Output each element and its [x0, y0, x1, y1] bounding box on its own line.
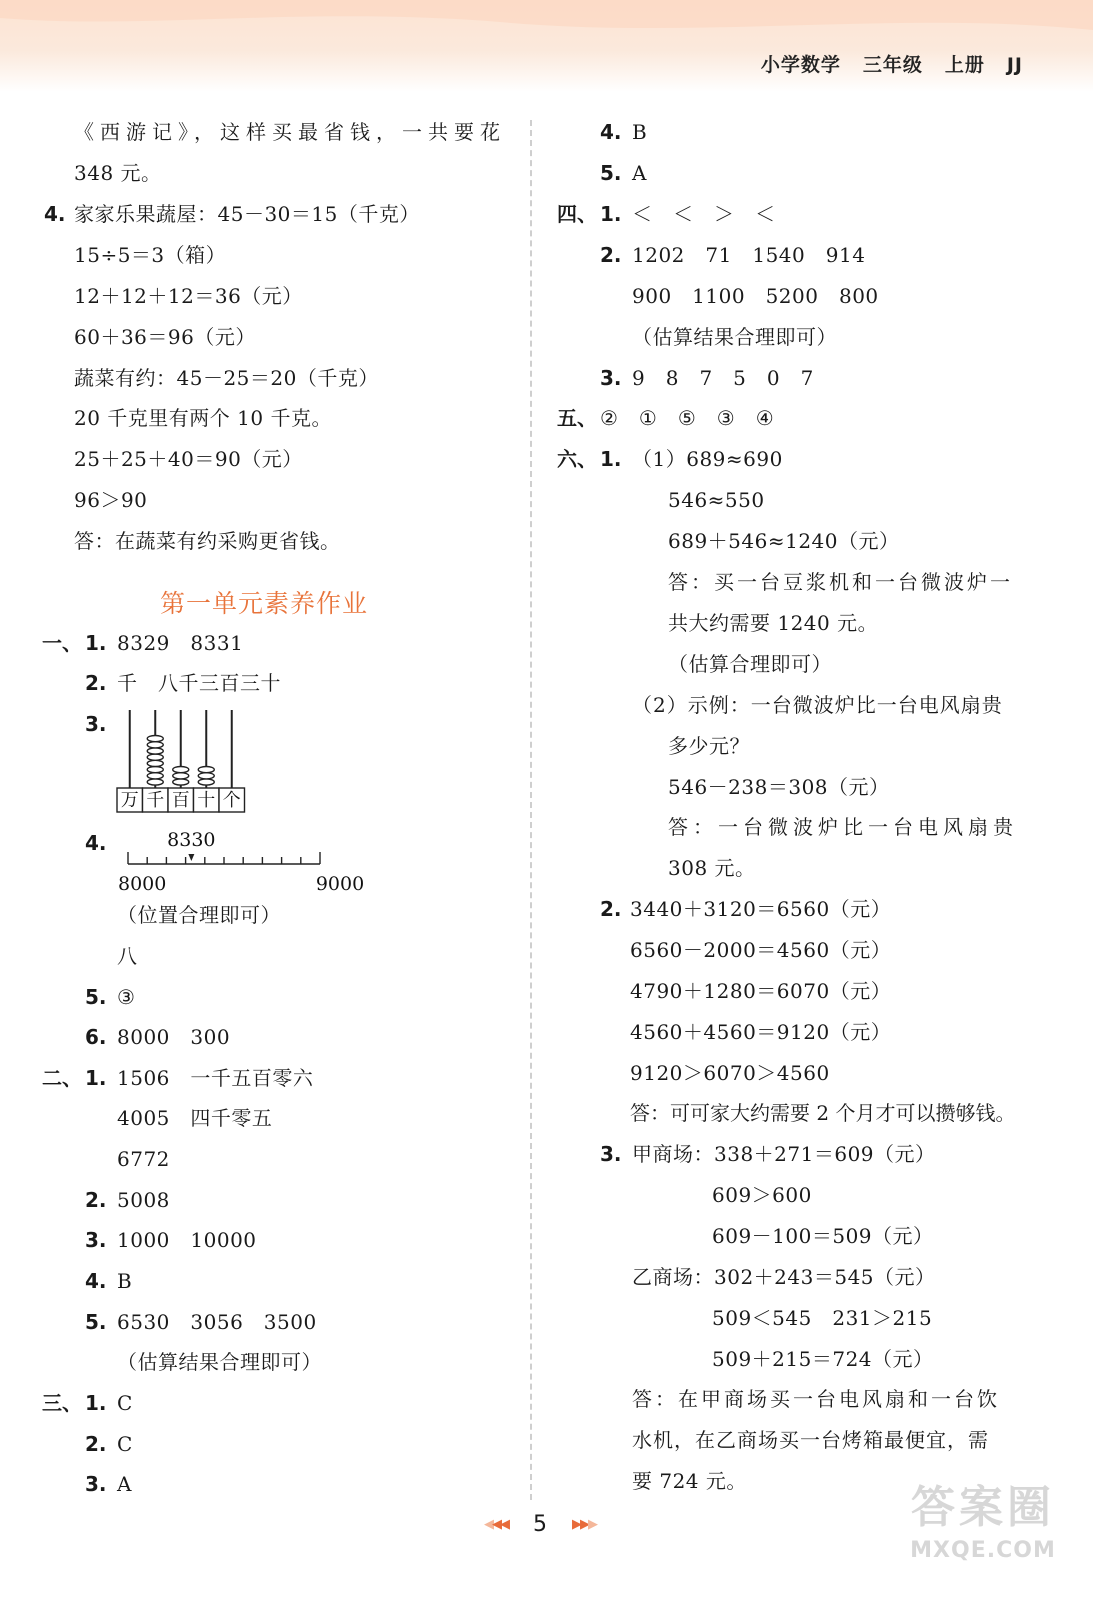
section-label: 五、 — [557, 406, 597, 430]
answer-line: 3440＋3120＝6560（元） — [630, 897, 892, 921]
answer-line: 4005 四千零五 — [117, 1106, 273, 1130]
answer-line: 甲商场：338＋271＝609（元） — [632, 1142, 936, 1166]
section-label: 一、 — [42, 631, 82, 655]
left-arrows-icon: ◀◀ — [492, 1517, 508, 1532]
answer-line: 水机，在乙商场买一台烤箱最便宜，需 — [632, 1428, 989, 1452]
answer-line: C — [117, 1432, 133, 1456]
question-number: 4. — [44, 202, 66, 226]
page-number: 5 — [533, 1512, 547, 1537]
answer-line: 6560－2000＝4560（元） — [630, 938, 892, 962]
answer-note: （估算结果合理即可） — [117, 1350, 322, 1374]
abacus-bead — [147, 767, 163, 773]
answer-line: 509＜545 231＞215 — [712, 1306, 933, 1330]
answer-line: 20 千克里有两个 10 千克。 — [74, 406, 332, 430]
answer-line: 15÷5＝3（箱） — [74, 243, 227, 267]
answer-line: 答：一台微波炉比一台电风扇贵 — [668, 815, 1018, 839]
abacus-bead — [147, 742, 163, 748]
watermark-url: MXQE.COM — [910, 1538, 1056, 1563]
answer-note: （估算结果合理即可） — [632, 325, 837, 349]
answer-line: 509＋215＝724（元） — [712, 1347, 934, 1371]
section-title: 第一单元素养作业 — [160, 589, 369, 618]
answer-line: 12＋12＋12＝36（元） — [74, 284, 303, 308]
left-line: 348 元。 — [74, 161, 162, 185]
abacus-label: 个 — [222, 790, 241, 811]
answer-line: 乙商场：302＋243＝545（元） — [632, 1265, 936, 1289]
column-divider — [530, 120, 532, 1500]
answer-line: 546≈550 — [668, 488, 765, 512]
abacus-label: 百 — [171, 790, 190, 811]
left-line: 《西游记》，这样买最省钱，一共要花 — [74, 120, 506, 144]
answer-line: （2）示例：一台微波炉比一台电风扇贵 — [632, 693, 1003, 717]
question-number: 2. — [85, 671, 107, 695]
abacus-bead — [198, 767, 214, 773]
answer-line: 25＋25＋40＝90（元） — [74, 447, 303, 471]
section-label: 六、 — [557, 447, 597, 471]
answer-line: 609－100＝509（元） — [712, 1224, 934, 1248]
answer-line: A — [632, 161, 647, 185]
answer-line: 609＞600 — [712, 1183, 812, 1207]
answer-line: 546－238＝308（元） — [668, 775, 890, 799]
answer-line: 900 1100 5200 800 — [632, 284, 879, 308]
header-grade: 三年级 — [862, 54, 923, 76]
question-number: 6. — [85, 1025, 107, 1049]
question-number: 2. — [85, 1432, 107, 1456]
watermark-text: 答案圈 — [911, 1482, 1055, 1533]
abacus-label: 十 — [197, 790, 216, 811]
abacus-bead — [147, 773, 163, 779]
answer-line: B — [117, 1269, 133, 1293]
answer-line: 9 8 7 5 0 7 — [632, 366, 814, 390]
answer-line: 308 元。 — [668, 856, 756, 880]
answer-line: 96＞90 — [74, 488, 148, 512]
header-volume: 上册 — [944, 54, 985, 76]
answer-line: 蔬菜有约：45－25＝20（千克） — [74, 366, 379, 390]
header-wave-decoration — [0, 0, 1093, 92]
answer-line: 1000 10000 — [117, 1228, 257, 1252]
abacus-bead — [173, 773, 189, 779]
question-number: 2. — [600, 897, 622, 921]
page-footer — [440, 1512, 640, 1537]
watermark — [898, 1480, 1068, 1590]
question-number: 5. — [85, 1310, 107, 1334]
number-line-min-label: 8000 — [118, 873, 167, 895]
question-number: 2. — [85, 1188, 107, 1212]
right-arrows-icon: ▶▶ — [572, 1517, 588, 1532]
abacus-label: 万 — [120, 790, 139, 811]
question-number: 1. — [600, 202, 622, 226]
question-number: 5. — [85, 985, 107, 1009]
answer-line: 家家乐果蔬屋：45－30＝15（千克） — [74, 202, 420, 226]
abacus-bead — [198, 779, 214, 785]
answer-line: ② ① ⑤ ③ ④ — [600, 406, 775, 430]
question-number: 4. — [85, 1269, 107, 1293]
answer-note: （位置合理即可） — [117, 903, 281, 927]
number-line-diagram — [112, 828, 365, 896]
answer-line: 5008 — [117, 1188, 170, 1212]
question-number: 2. — [600, 243, 622, 267]
question-number: 3. — [85, 712, 107, 736]
answer-line: 答：在蔬菜有约采购更省钱。 — [74, 529, 341, 553]
number-line-max-label: 9000 — [315, 873, 365, 895]
question-number: 1. — [85, 1391, 107, 1415]
abacus-bead — [147, 748, 163, 754]
answer-line: 答：买一台豆浆机和一台微波炉一 — [668, 570, 1013, 594]
question-number: 4. — [600, 120, 622, 144]
question-number: 1. — [85, 631, 107, 655]
answer-line: B — [632, 120, 648, 144]
answer-line: ③ — [117, 985, 136, 1009]
header-edition: JJ — [1006, 54, 1023, 76]
abacus-bead — [147, 779, 163, 785]
header-title — [739, 50, 1023, 77]
answer-line: 多少元？ — [668, 734, 750, 758]
answer-line: 答：在甲商场买一台电风扇和一台饮 — [632, 1387, 1000, 1411]
answer-line: 共大约需要 1240 元。 — [668, 611, 879, 635]
answer-line: 千 八千三百三十 — [117, 671, 281, 695]
abacus-label: 千 — [146, 790, 165, 811]
answer-line: ＜ ＜ ＞ ＜ — [632, 202, 776, 226]
question-number: 1. — [600, 447, 622, 471]
answer-line: 八 — [117, 944, 138, 968]
answer-line: 答：可可家大约需要 2 个月才可以攒够钱。 — [630, 1101, 1016, 1125]
abacus-bead — [147, 754, 163, 760]
answer-line: 6772 — [117, 1147, 170, 1171]
answer-line: （1）689≈690 — [632, 447, 783, 471]
abacus-bead — [173, 779, 189, 785]
answer-line: 4790＋1280＝6070（元） — [630, 979, 892, 1003]
number-line-marked-label: 8330 — [167, 829, 216, 851]
question-number: 3. — [85, 1228, 107, 1252]
answer-line: 4560＋4560＝9120（元） — [630, 1020, 892, 1044]
header-subject: 小学数学 — [760, 54, 841, 76]
question-number: 1. — [85, 1066, 107, 1090]
answer-line: C — [117, 1391, 133, 1415]
answer-note: （估算合理即可） — [668, 652, 832, 676]
abacus-bead — [198, 773, 214, 779]
right-arrows-icon: ▶ — [588, 1517, 596, 1532]
question-number: 5. — [600, 161, 622, 185]
section-label: 四、 — [557, 202, 597, 226]
number-line-marker — [188, 854, 194, 861]
abacus-bead — [147, 760, 163, 766]
question-number: 3. — [600, 366, 622, 390]
abacus-bead — [147, 736, 163, 742]
answer-line: A — [117, 1472, 132, 1496]
question-number: 3. — [600, 1142, 622, 1166]
answer-line: 要 724 元。 — [632, 1469, 747, 1493]
section-label: 三、 — [42, 1391, 82, 1415]
answer-line: 1506 一千五百零六 — [117, 1066, 314, 1090]
answer-line: 8000 300 — [117, 1025, 231, 1049]
question-number: 3. — [85, 1472, 107, 1496]
question-number: 4. — [85, 831, 107, 855]
answer-line: 60＋36＝96（元） — [74, 325, 256, 349]
left-arrows-icon: ◀ — [484, 1517, 492, 1532]
answer-line: 1202 71 1540 914 — [632, 243, 866, 267]
answer-line: 689＋546≈1240（元） — [668, 529, 900, 553]
abacus-diagram — [114, 706, 248, 816]
answer-line: 9120＞6070＞4560 — [630, 1061, 830, 1085]
answer-line: 6530 3056 3500 — [117, 1310, 317, 1334]
section-label: 二、 — [42, 1066, 82, 1090]
answer-line: 8329 8331 — [117, 631, 244, 655]
abacus-bead — [173, 767, 189, 773]
